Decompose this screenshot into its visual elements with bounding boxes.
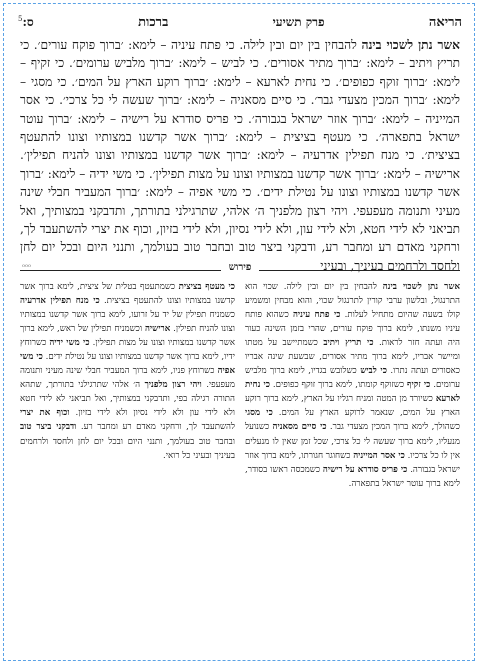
commentary-heading: אשר נתן לשכוי בינה	[382, 282, 460, 292]
main-text-lead: אשר נתן לשכוי בינה	[361, 38, 460, 52]
header-chapter: פרק תשיעי	[272, 15, 325, 29]
commentary-text: כשחוגר חגורתו, לימא ברוך אוזר ישראל בגבורה.	[245, 450, 460, 475]
commentary-heading: כי מנח תפילין אדרעיה	[20, 296, 100, 307]
commentary-heading: כי פתח עיניה	[292, 310, 341, 321]
commentary-heading: כי פריס סודרא על רישיה	[322, 464, 408, 475]
commentary-text: כשנועל מנעליו, לימא ברוך שעשה לי כל צרכי, שכל זמן שאין לו מנעלים אין לו כל צרכיו.	[245, 422, 460, 461]
commentary-heading: כי לביש	[360, 366, 387, 377]
commentary-text: כשרוחץ פניו, לימא ברוך המעביר חבלי שינה מעיני ותנומה מעפעפי.	[20, 366, 236, 391]
commentary-heading: וכוף את יצרי	[20, 408, 70, 419]
page-header	[18, 12, 462, 30]
commentary-heading: כי סיים מסאניה	[272, 422, 327, 433]
commentary-text: כשמתעטף בטלית של ציצית, לימא ברוך אשר קדשנו במצותיו וצונו להתעטף בציצית.	[20, 282, 235, 307]
header-tractate: ברכות	[138, 15, 169, 30]
commentary-heading: כי משי ידיה	[49, 338, 90, 349]
commentary-heading: ודבקני ביצר טוב	[20, 422, 77, 433]
small-marker: ooo	[22, 263, 32, 269]
header-right: הריאה	[428, 15, 462, 30]
commentary-text: להשתעבד לך, ורחקני מאדם רע ומחבר רע.	[76, 422, 235, 433]
commentary-text: ובחבר טוב בעולמך, ותנני היום ובכל יום לחן ולחסד ולרחמים בעיניך ובעיני כל רואי.	[20, 436, 235, 461]
commentary-heading: כי מסגי	[245, 408, 273, 419]
commentary-right-column	[245, 280, 460, 646]
commentary-heading: כי נחית לארעא	[245, 380, 460, 405]
commentary-paragraph	[20, 280, 235, 463]
commentary-heading: כי זקיף	[407, 380, 431, 391]
commentary-text: כשמניח תפילין של יד על זרועו, לימא ברוך אשר קדשנו במצותיו וצונו להניח תפילין.	[20, 310, 235, 335]
commentary-text: כשלובש בגדיו, לימא ברוך מלביש ערומים.	[245, 366, 460, 391]
page-marker: 5	[18, 15, 23, 23]
header-page-number: ס:$^5$	[18, 15, 34, 29]
commentary-text: כשרוחץ ידיו, לימא ברוך אשר קדשנו במצותיו וצונו על נטילת ידים.	[20, 338, 235, 363]
commentary-heading: כי תריץ ויתיב	[323, 338, 374, 349]
commentary-text: להבחין בין יום ובין לילה. שכוי הוא התרנגול, ובלשון ערבי קורין לתרנגול שכוי, והוא מבחין ומשמיע קולו בשעה שהיום מתחיל לעלות.	[245, 282, 461, 321]
main-text-body: להבחין בין יום ובין לילה. כי פתח עיניה – לימא: ׳ברוך פוקח עורים׳. כי תריץ ויתיב – לימא: ׳ברוך מתיר אסורים׳. כי לביש – לימא: ׳ברוך מלביש ערומים׳. כי זקיף – לימא: ׳ברוך זוקף כפופים׳. כי נחית לארעא – לימא: ׳ברוך רוקע הארץ על המים׳. כי מסגי – לימא: ׳ברוך המכין מצעדי גבר׳. כי סיים מסאניה – לימא: ׳ברוך שעשה לי כל צרכי׳. כי אסר המייניה – לימא: ׳ברוך אוזר ישראל בגבורה׳. כי פריס סודרא על רישיה – לימא: ׳ברוך עוטר ישראל בתפארה׳. כי מעטף בציצית – לימא: ׳ברוך אשר קדשנו במצותיו וצונו להתעטף בציצית׳. כי מנח תפילין אדרעיה – לימא: ׳ברוך אשר קדשנו במצותיו וצונו להניח תפילין׳. ארישיה – לימא: ׳ברוך אשר קדשנו במצותיו וצונו על מצות תפילין׳. כי משי ידיה – לימא: ׳ברוך אשר קדשנו במצותיו וצונו על נטילת ידים׳. כי משי אפיה – לימא: ׳ברוך המעביר חבלי שינה מעיני ותנומה מעפעפי. ויהי רצון מלפניך ה׳ אלהי, שתרגילני בתורתך, ותדבקני במצותיך, ואל תביאני לא לידי חטא, ולא לידי עון, ולא לידי נסיון, ולא לידי בזיון, וכוף את יצרי להשתעבד לך, ורחקני מאדם רע ומחבר רע, ודבקני ביצר טוב ובחבר טוב בעולמך, ותנני היום ובכל יום לחן ולחסד ולרחמים בעיניך, ובעיני	[20, 38, 460, 273]
commentary-text: וכשמניח תפילין של ראש, לימא ברוך אשר קדשנו במצותיו וצונו על מצות תפילין.	[20, 324, 236, 349]
commentary-text: כשמתיישב על מטתו ומיישר אבריו, לימא ברוך מתיר אסורים, שבשעת שינה אבריו כאסורים ועתה נתרו.	[245, 338, 460, 377]
commentary-paragraph	[245, 280, 460, 491]
commentary-text: כשיורד מן המטה ומניח רגליו על הארץ, לימא ברוך רוקע הארץ על המים, שנאמר לרוקע הארץ על המים.	[245, 394, 460, 419]
commentary-heading: ויהי רצון מלפניך	[144, 380, 202, 391]
commentary-title: פירוש	[0, 262, 480, 273]
commentary-text: כשזוקף קומתו, לימא ברוך זוקף כפופים.	[270, 380, 408, 391]
commentary-text: ה׳ אלהי שתרגילני בתורתך, שתהא התורה רגילה בפי, ותדבקני במצותיך, ואל תביאני לא לידי חטא ולא לידי עון ולא לידי נסיון ולא לידי בזיון.	[20, 380, 235, 419]
commentary-heading: ארישיה	[144, 324, 171, 335]
commentary-left-column	[20, 280, 235, 646]
commentary-columns	[20, 280, 460, 646]
commentary-heading: כי אסר המייניה	[353, 450, 405, 461]
commentary-text: כשמכסה ראשו בסודר, לימא ברוך עוטר ישראל בתפארה.	[245, 464, 460, 489]
commentary-heading: כי משי אפיה	[20, 352, 235, 377]
commentary-heading: כי מעטף בציצית	[178, 282, 235, 292]
commentary-text: כשהולך, לימא ברוך המכין מצעדי גבר.	[326, 422, 460, 433]
commentary-text: כשהוא פותח עיניו משנתו, לימא ברוך פוקח עורים, שהרי בזמן השינה כעור היה ועתה חזר לראות.	[245, 310, 461, 349]
